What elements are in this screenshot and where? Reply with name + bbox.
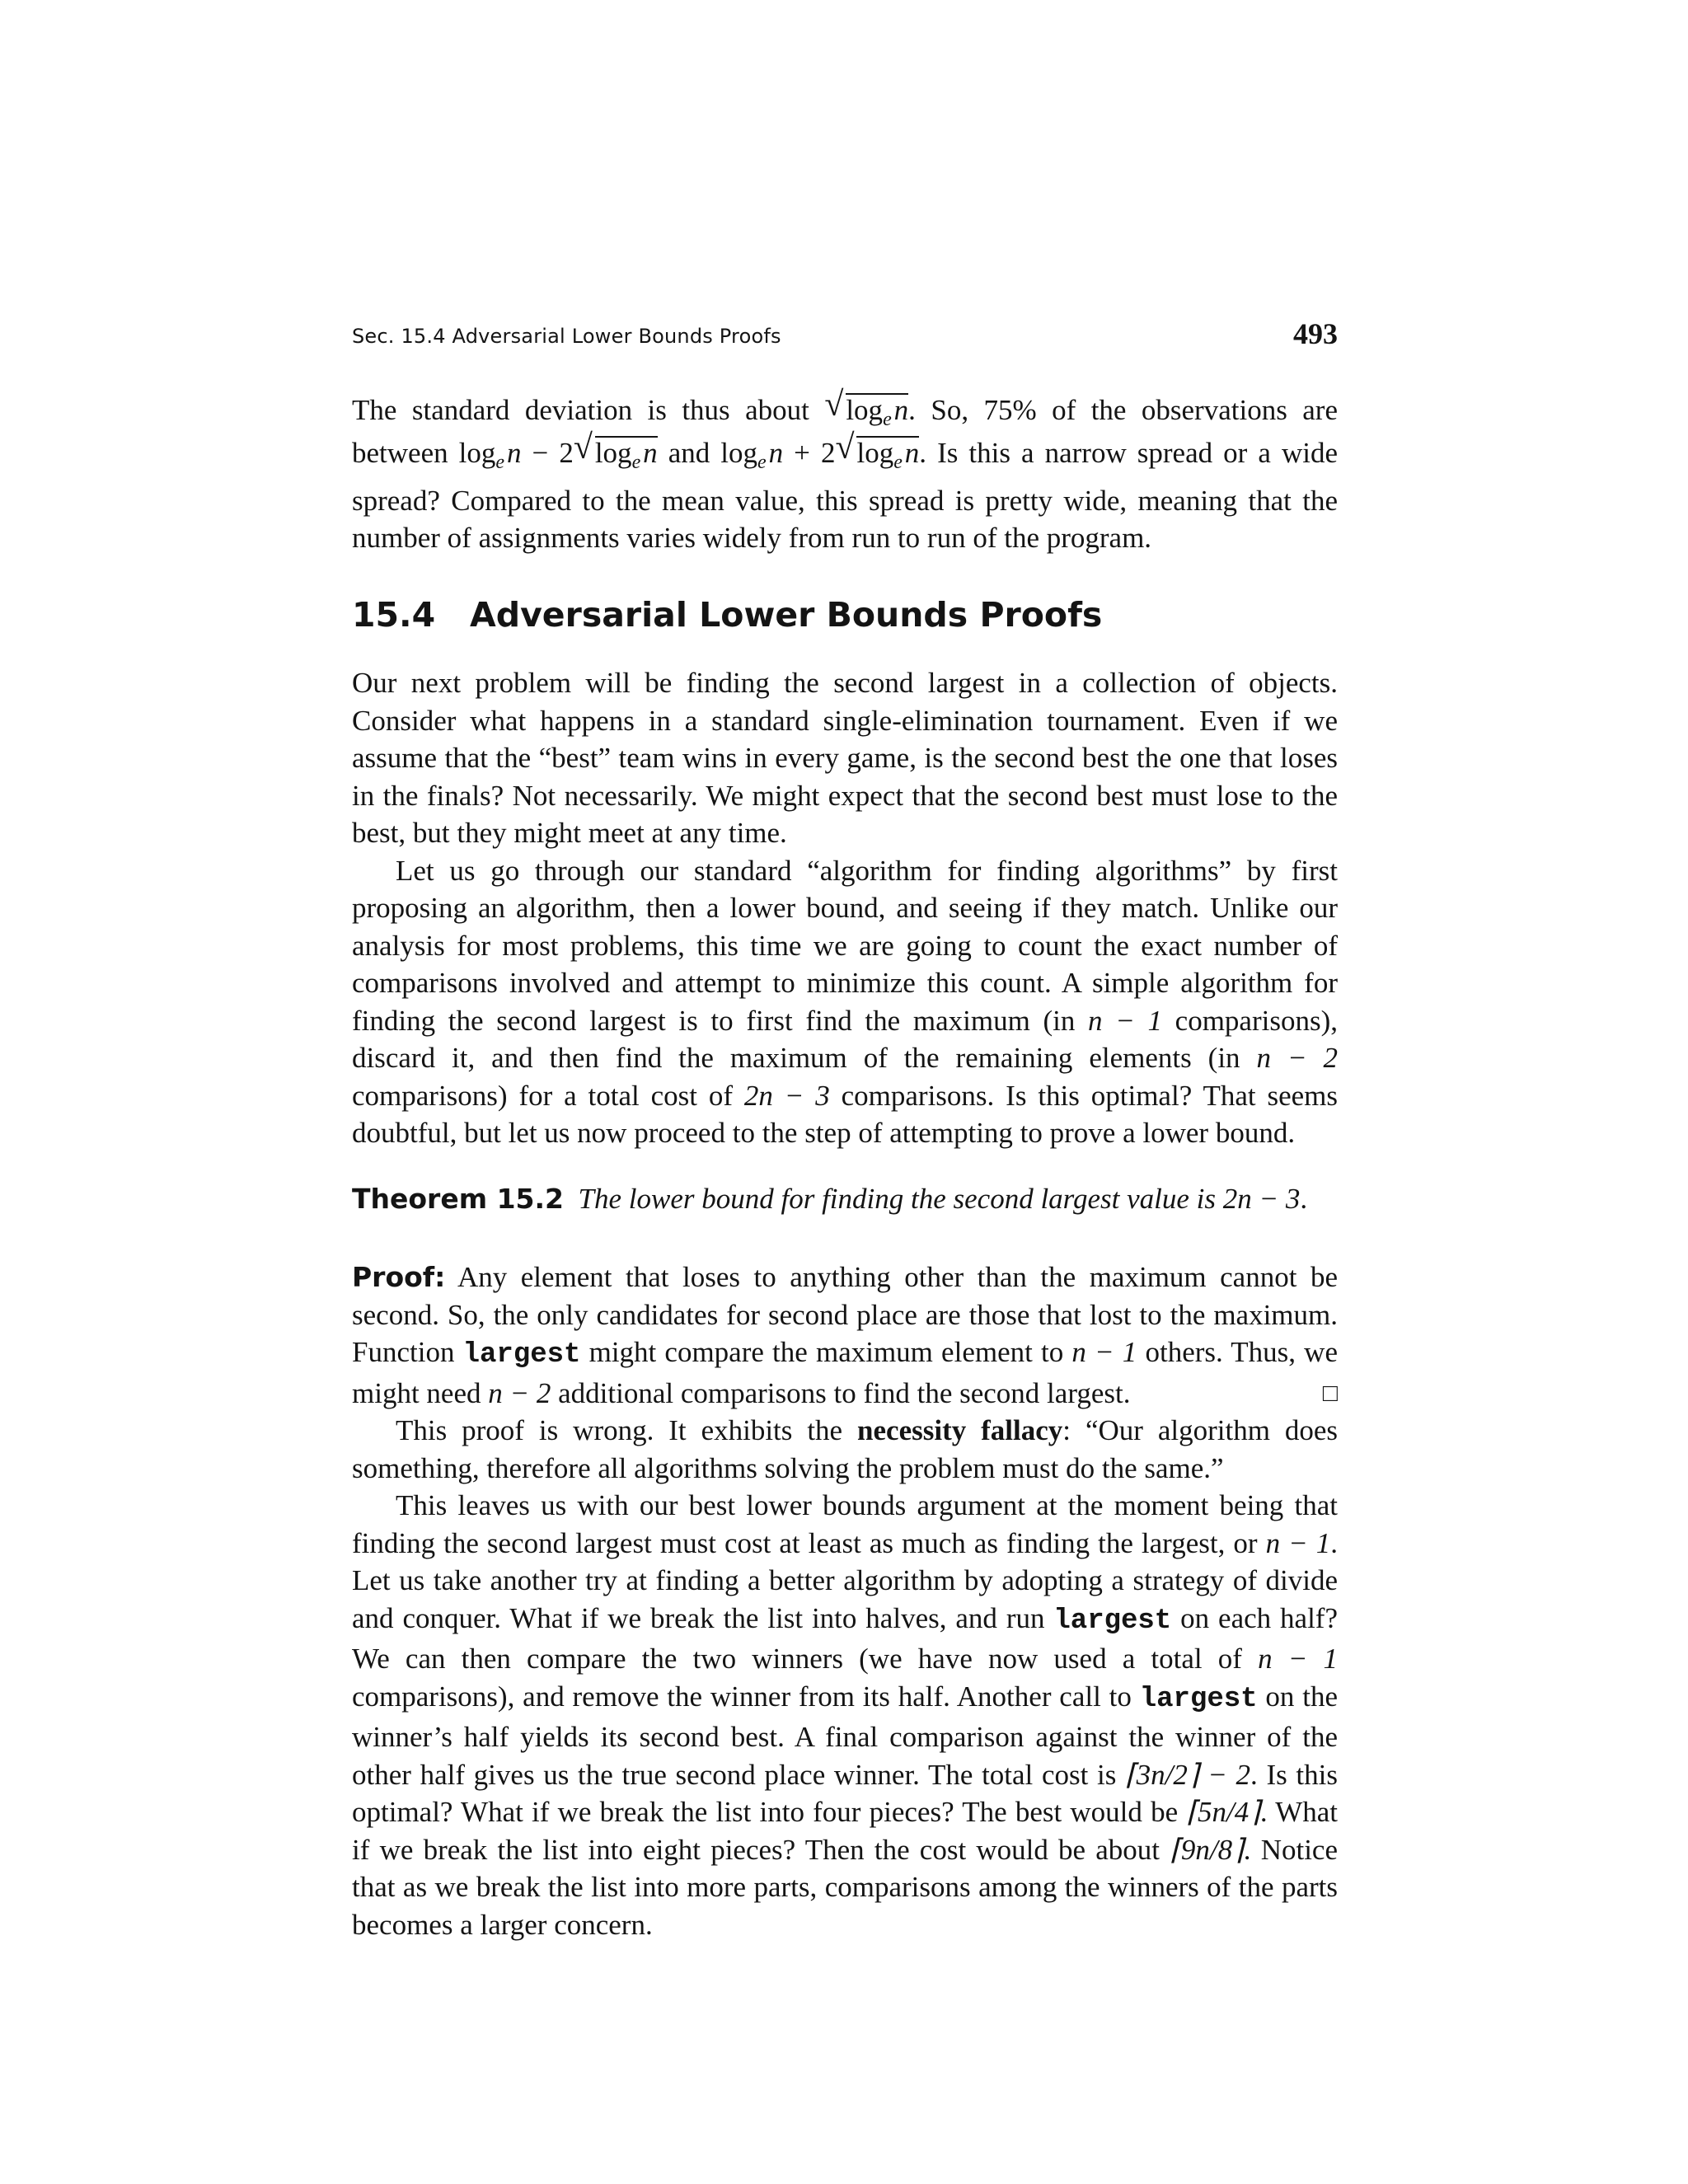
running-title: Sec. 15.4 Adversarial Lower Bounds Proofs bbox=[352, 325, 781, 348]
qed-box-icon: □ bbox=[1322, 1379, 1338, 1407]
paragraph-simple-algorithm: Let us go through our standard “algorithm for finding algorithms” by first proposing an algorithm, then a lower bound, and seeing if they match. Unlike our analysis for most problems, this time we are going to count the exact number of comparisons involved and attempt to minimize this count. A simple algorithm for finding the second largest is to first find the maximum (in n − 1 comparisons), discard it, and then find the maximum of the remaining elements (in n − 2 comparisons) for a total cost of 2n − 3 comparisons. Is this optimal? That seems doubtful, but let us now proceed to the step of attempting to prove a lower bound. bbox=[352, 854, 1339, 1149]
code-largest: largest bbox=[1139, 1683, 1258, 1715]
sqrt-log-n: √ $\log_e$ n bbox=[835, 434, 919, 477]
sqrt-log-n: √ $\log_e$ n bbox=[574, 434, 658, 477]
theorem-statement: The lower bound for finding the second largest value is bbox=[578, 1183, 1223, 1215]
math-expr: $\log_e$ n + 2 bbox=[720, 437, 836, 473]
theorem-label: Theorem 15.2 bbox=[352, 1183, 565, 1215]
section-body-intro bbox=[352, 664, 1338, 1152]
section-heading bbox=[352, 595, 1102, 635]
paragraph-tournament: Our next problem will be finding the second largest in a collection of objects. Consider what happens in a standard single-elimination tournament. Even if we assume that the “best” team wins in every game, is the second best the one that loses in the finals? Not necessarily. We might expect that the second best must lose to the best, but they might meet at any time. bbox=[352, 667, 1338, 849]
proof-and-discussion bbox=[352, 1258, 1338, 1943]
math-expr: $\log_e$ n − 2 bbox=[458, 437, 574, 473]
paragraph-standard-deviation bbox=[352, 386, 1338, 557]
text-run: and bbox=[657, 437, 721, 469]
section-number: 15.4 bbox=[352, 595, 436, 635]
text-run: . So, 75% of the observations are between bbox=[352, 394, 1338, 469]
math-expr: 2n − 3 bbox=[743, 1079, 830, 1112]
paragraph-divide-and-conquer: This leaves us with our best lower bounds argument at the moment being that finding the second largest must cost at least as much as finding the largest, or n − 1. Let us take another try at finding a better algorithm by adopting a strategy of divide and conquer. What if we break the list into halves, and run largest on each half? We can then compare the two winners (we have now used a total of n − 1 comparisons), and remove the winner from its half. Another call to largest on the winner’s half yields its second best. A final comparison against the winner of the other half gives us the true second place winner. The total cost is ⌈3n/2⌉ − 2. Is this optimal? What if we break the list into four pieces? The best would be ⌈5n/4⌉. What if we break the list into eight pieces? Then the cost would be about ⌈9n/8⌉. Notice that as we break the list into more parts, comparisons among the winners of the parts becomes a larger concern. bbox=[352, 1489, 1339, 1941]
math-expr: ⌈9n/8⌉ bbox=[1170, 1833, 1244, 1866]
proof-label: Proof: bbox=[352, 1261, 446, 1293]
term-necessity-fallacy: necessity fallacy bbox=[857, 1414, 1063, 1446]
math-expr: ⌈5n/4⌉ bbox=[1186, 1796, 1260, 1828]
math-expr: n − 1 bbox=[1265, 1526, 1331, 1559]
proof-paragraph: Proof: Any element that loses to anything other than the maximum cannot be second. So, the only candidates for second place are those that lost to the maximum. Function largest might compare the maximum element to n − 1 others. Thus, we might need n − 2 additional comparisons to find the second largest. □ bbox=[352, 1258, 1338, 1412]
code-largest: largest bbox=[1053, 1605, 1172, 1637]
math-expr: n − 1 bbox=[1071, 1336, 1137, 1368]
code-largest: largest bbox=[462, 1339, 581, 1371]
running-head bbox=[352, 316, 1338, 358]
math-expr: n − 2 bbox=[1256, 1042, 1338, 1074]
text-run: . Is this a narrow spread or a wide spread? Compared to the mean value, this spread is pretty wide, meaning that the number of assignments varies widely from run to run of the program. bbox=[352, 437, 1338, 554]
math-expr: n − 1 bbox=[1258, 1643, 1338, 1675]
theorem-15-2: Theorem 15.2 The lower bound for finding the second largest value is 2n − 3. bbox=[352, 1183, 1308, 1215]
math-expr: ⌈3n/2⌉ − 2 bbox=[1125, 1758, 1251, 1791]
paragraph-necessity-fallacy: This proof is wrong. It exhibits the necessity fallacy: “Our algorithm does something, therefore all algorithms solving the problem must do the same.” bbox=[352, 1414, 1339, 1484]
math-expr: n − 2 bbox=[488, 1376, 551, 1409]
section-title: Adversarial Lower Bounds Proofs bbox=[470, 595, 1103, 635]
sqrt-log-n: √ $\log_e$ n bbox=[824, 391, 908, 434]
math-expr: 2n − 3 bbox=[1222, 1183, 1301, 1215]
page-number: 493 bbox=[1293, 317, 1338, 350]
math-expr: n − 1 bbox=[1088, 1004, 1162, 1037]
text-run: The standard deviation is thus about bbox=[352, 394, 825, 426]
